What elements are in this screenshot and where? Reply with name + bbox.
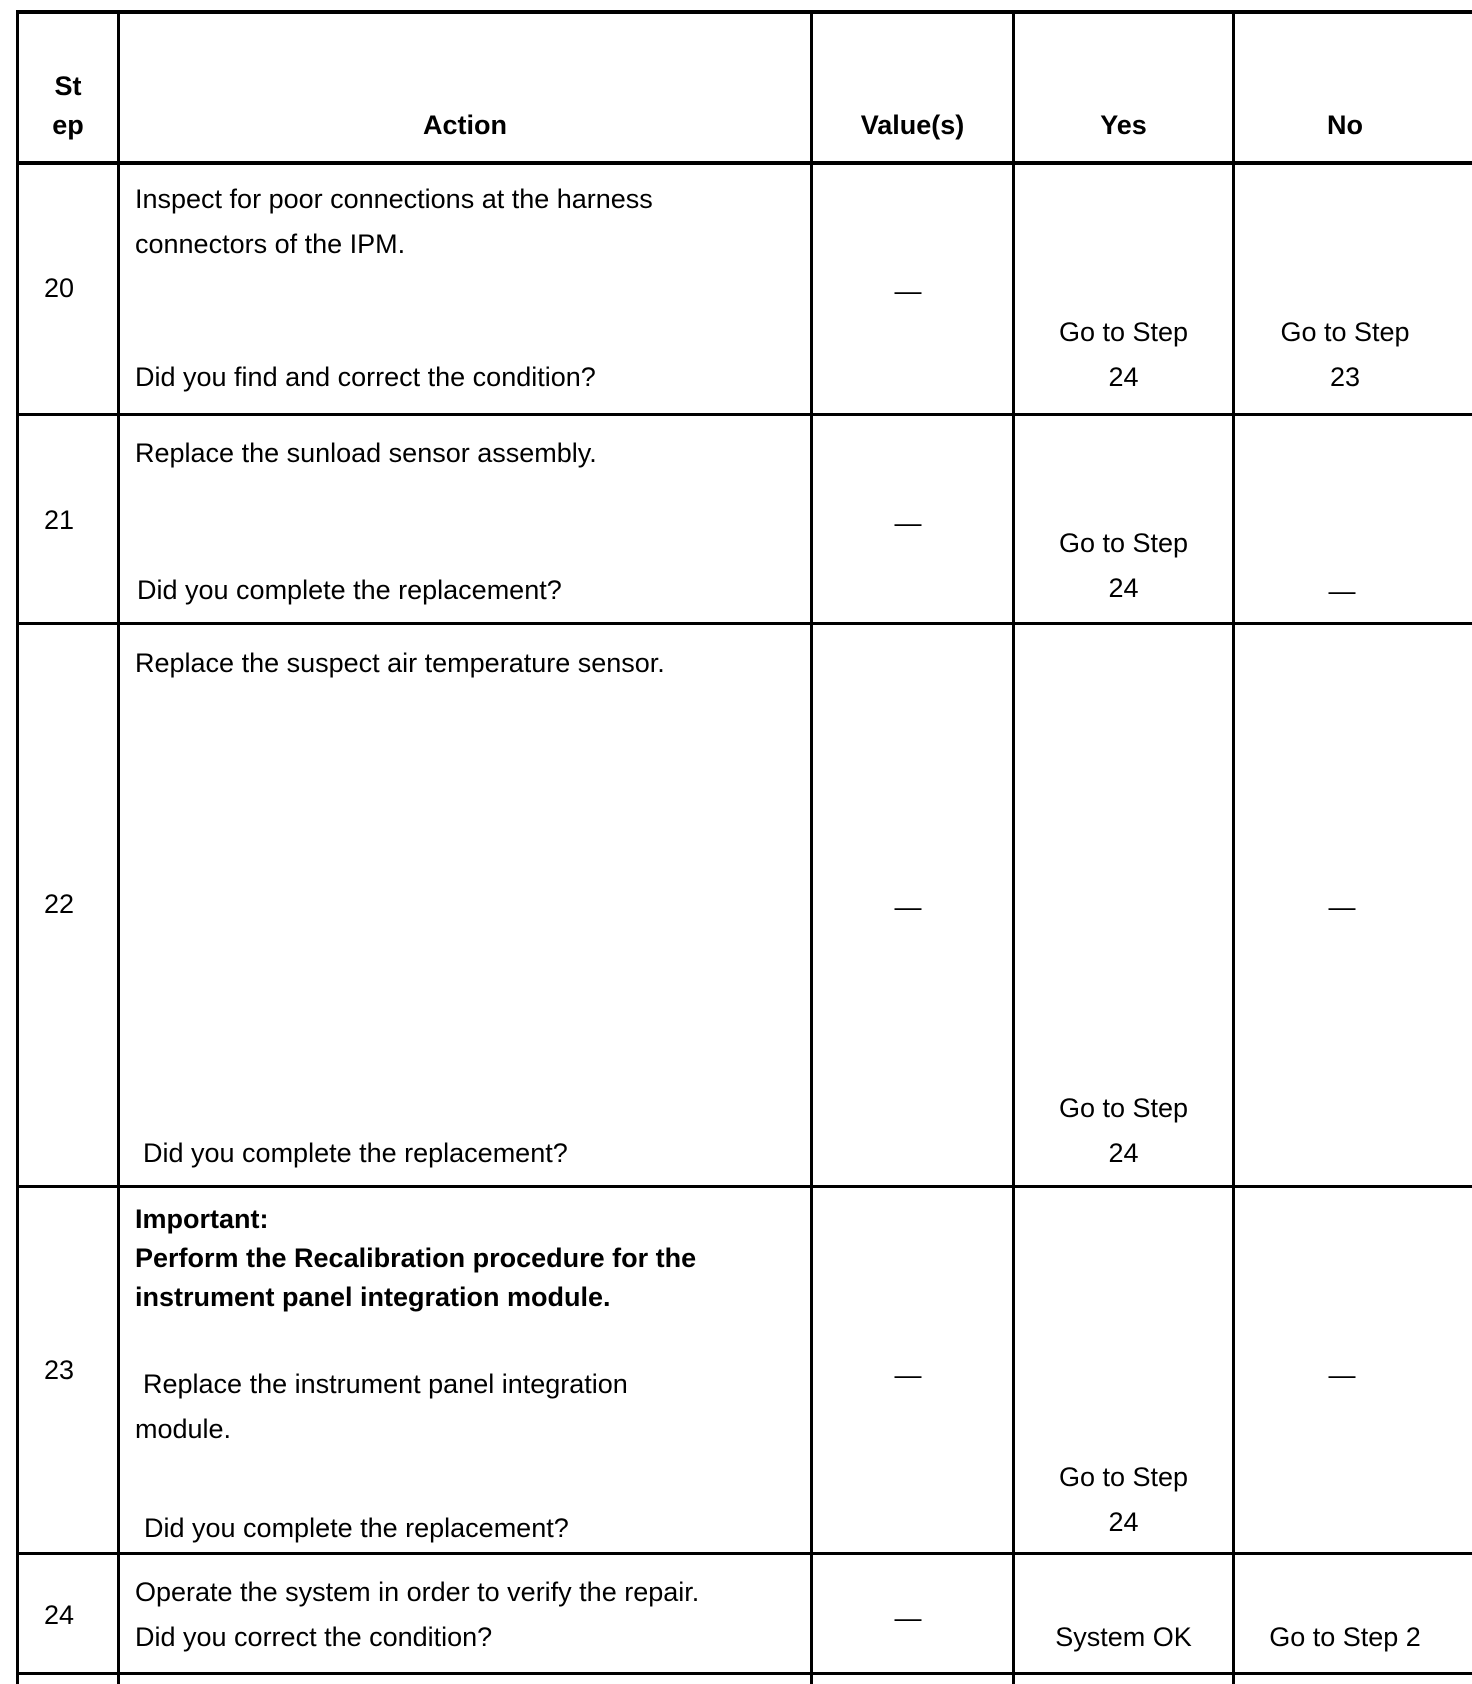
action-question: Did you complete the replacement?	[144, 1513, 569, 1543]
header-no: No	[1327, 110, 1363, 140]
no-dash: —	[1328, 576, 1356, 606]
action-question: Did you correct the condition?	[135, 1622, 493, 1652]
header-divider	[16, 161, 1472, 165]
header-step-line2: ep	[52, 110, 84, 140]
action-text: module.	[135, 1414, 232, 1444]
table-border-left	[16, 10, 19, 1684]
no-dash: —	[1328, 892, 1356, 922]
yes-goto-step: 24	[1108, 1507, 1139, 1537]
yes-goto: Go to Step	[1058, 528, 1189, 558]
yes-goto-step: 24	[1108, 1138, 1139, 1168]
table-border-bottom	[16, 1672, 1472, 1675]
step-number: 24	[43, 1600, 75, 1630]
action-text: connectors of the IPM.	[135, 229, 406, 259]
no-goto-step: 23	[1329, 362, 1361, 392]
yes-result: System OK	[1055, 1622, 1192, 1652]
column-divider	[117, 10, 120, 1684]
header-step-line1: St	[54, 71, 82, 101]
action-question: Did you complete the replacement?	[137, 575, 562, 605]
value-dash: —	[894, 892, 922, 922]
yes-goto-step: 24	[1108, 362, 1139, 392]
yes-goto-step: 24	[1108, 573, 1139, 603]
value-dash: —	[894, 1603, 922, 1633]
important-text: instrument panel integration module.	[135, 1282, 611, 1312]
action-text: Operate the system in order to verify the repair.	[135, 1577, 700, 1607]
column-divider	[1012, 10, 1015, 1684]
action-text: Inspect for poor connections at the harness	[135, 184, 653, 214]
yes-goto: Go to Step	[1058, 317, 1189, 347]
value-dash: —	[894, 1360, 922, 1390]
action-text: Replace the suspect air temperature sensor.	[135, 648, 665, 678]
step-number: 22	[43, 889, 75, 919]
row-divider	[16, 1185, 1472, 1188]
no-dash: —	[1328, 1360, 1356, 1390]
value-dash: —	[894, 276, 922, 306]
action-text: Replace the sunload sensor assembly.	[135, 438, 597, 468]
no-goto: Go to Step	[1280, 317, 1410, 347]
action-question: Did you find and correct the condition?	[135, 362, 596, 392]
header-yes: Yes	[1100, 110, 1147, 140]
step-number: 20	[43, 273, 75, 303]
step-number: 23	[43, 1355, 75, 1385]
yes-goto: Go to Step	[1058, 1093, 1189, 1123]
column-divider	[1232, 10, 1235, 1684]
table-border-top	[16, 10, 1472, 14]
column-divider	[810, 10, 813, 1684]
step-number: 21	[43, 505, 75, 535]
row-divider	[16, 1552, 1472, 1555]
row-divider	[16, 622, 1472, 625]
action-text: Replace the instrument panel integration	[143, 1369, 628, 1399]
no-goto: Go to Step 2	[1269, 1622, 1421, 1652]
action-question: Did you complete the replacement?	[143, 1138, 568, 1168]
important-text: Perform the Recalibration procedure for the	[135, 1243, 697, 1273]
value-dash: —	[894, 508, 922, 538]
row-divider	[16, 413, 1472, 416]
header-values: Value(s)	[860, 110, 965, 140]
header-action: Action	[423, 110, 507, 140]
yes-goto: Go to Step	[1058, 1462, 1189, 1492]
important-label: Important:	[135, 1204, 269, 1234]
